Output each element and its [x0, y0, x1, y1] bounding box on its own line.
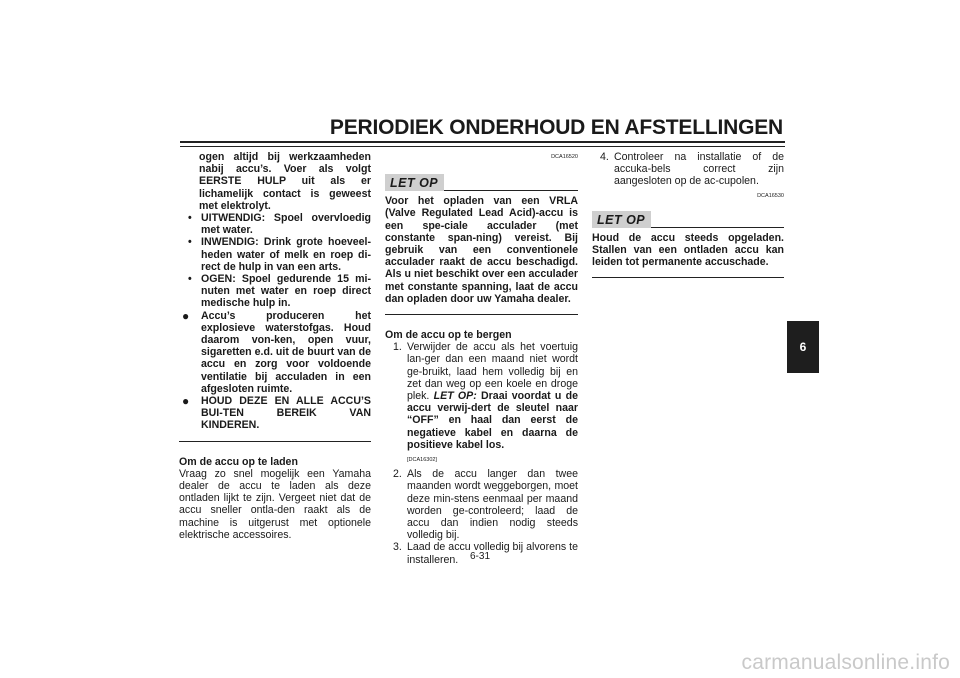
notice-badge: LET OP	[385, 174, 444, 191]
page-number: 6-31	[470, 551, 491, 562]
dot-item: ● HOUD DEZE EN ALLE ACCU’S BUI-TEN BEREIK VAN KINDEREN.	[182, 394, 371, 432]
section-divider	[385, 314, 578, 315]
notice-text: Houd de accu steeds opgeladen. Stallen van een ontladen accu kan leiden tot permanente accuschade.	[592, 231, 784, 269]
warning-intro: ogen altijd bij werkzaamheden nabij accu’s. Voer als volgt EERSTE HULP uit als er lichamelijk contact is geweest met elektrolyt.	[199, 151, 371, 212]
list-item: 2. Als de accu langer dan twee maanden wordt weggeborgen, moet deze min-stens eenmaal per maand worden ge-controleerd; laad de accu dan indien nodig steeds volledig bij.	[393, 468, 578, 542]
large-dot-icon: ●	[182, 394, 190, 409]
column-2	[385, 151, 578, 566]
section-heading: Om de accu op te laden	[179, 455, 298, 468]
header-rule	[180, 141, 785, 143]
bullet-item: • UITWENDIG: Spoel overvloedig met water.	[188, 212, 371, 237]
notice-text: Voor het opladen van een VRLA (Valve Regulated Lead Acid)-accu is een spe-ciale acculader (met constante span-ning) vereist. Bij gebruik van een conventionele acculader raakt de accu beschadigd. Als u niet beschikt over een acculader met constante spanning, laat de accu dan opladen door uw Yamaha dealer.	[385, 195, 578, 305]
chapter-tab: 6	[787, 321, 819, 373]
bullet-icon: •	[188, 236, 192, 249]
bullet-icon: •	[188, 273, 192, 286]
bullet-item: • INWENDIG: Drink grote hoeveel-heden water of melk en roep di-rect de hulp in van een arts.	[188, 236, 371, 273]
notice-header	[592, 202, 784, 228]
large-dot-icon: ●	[182, 308, 190, 323]
section-divider	[592, 277, 784, 278]
dot-item: ● Accu’s produceren het explosieve waterstofgas. Houd daarom von-ken, open vuur, sigaretten e.d. uit de buurt van de accu en zorg voor voldoende ventilatie bij acculaden in een afgesloten ruimte.	[182, 308, 371, 395]
bullet-icon: •	[188, 212, 192, 225]
header-rule-thin	[180, 146, 785, 147]
reference-code: [DCA16302]	[407, 457, 437, 464]
notice-rule	[651, 227, 784, 228]
list-item: 4. Controleer na installatie of de accuka-bels correct zijn aangesloten op de ac-cupolen.	[600, 151, 784, 188]
footer-watermark: carmanualsonline.info	[741, 651, 950, 674]
column-1	[179, 151, 371, 541]
list-item: 3. Laad de accu volledig bij alvorens te installeren.	[393, 541, 578, 566]
notice-rule	[444, 190, 578, 191]
page-title: PERIODIEK ONDERHOUD EN AFSTELLINGEN	[329, 116, 783, 139]
section-body: Vraag zo snel mogelijk een Yamaha dealer de accu te laden als deze ontladen lijkt te zijn. Vergeet niet dat de accu sneller ontla-den raakt als de machine is uitgerust met optionele elektrische accessoires.	[179, 467, 371, 541]
column-3	[592, 151, 784, 278]
notice-header	[385, 165, 578, 191]
notice-code: DCA16520	[551, 154, 578, 160]
list-item: 1. Verwijder de accu als het voertuig lan-ger dan een maand niet wordt ge-bruikt, laad hem volledig bij en zet dan weg op een koele en droge plek. LET OP: Draai voordat u de accu verwij-dert de sleutel naar “OFF” en haal dan eerst de negatieve kabel en daarna de positieve kabel los.	[393, 341, 578, 451]
bullet-item: • OGEN: Spoel gedurende 15 mi-nuten met water en roep direct medische hulp in.	[188, 273, 371, 310]
section-divider	[179, 441, 371, 442]
notice-code: DCA16530	[757, 192, 784, 199]
section-heading: Om de accu op te bergen	[385, 329, 512, 342]
notice-badge: LET OP	[592, 211, 651, 228]
